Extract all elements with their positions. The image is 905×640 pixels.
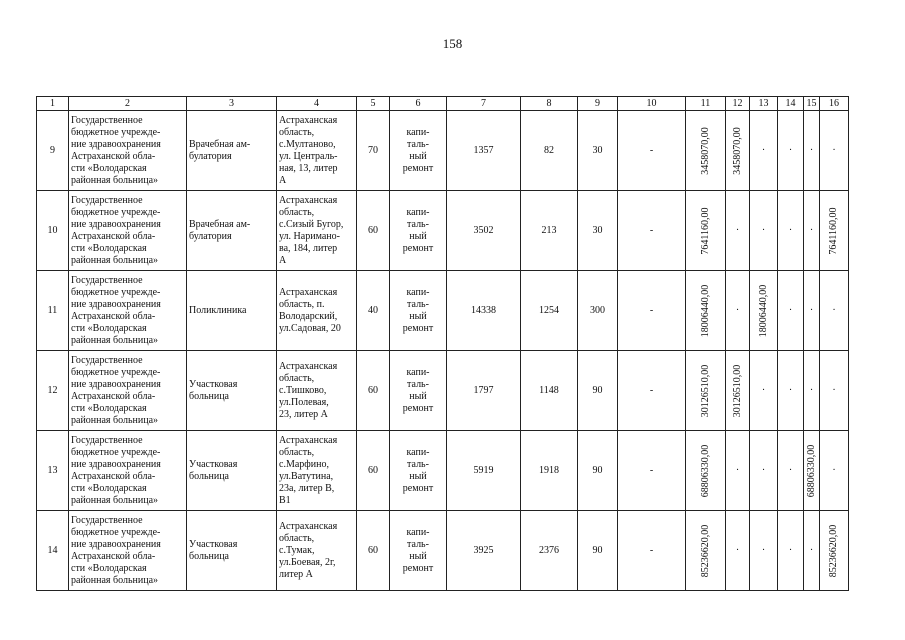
work-type-cell-line: капи-: [406, 446, 430, 458]
column-5-cell: 70: [357, 111, 390, 191]
work-type-cell-line: ный: [409, 150, 427, 162]
facility-type-cell: [187, 511, 277, 591]
organization-cell-line: Астраханской обла-: [71, 470, 156, 482]
organization-cell: [69, 511, 187, 591]
organization-cell-line: ние здравоохранения: [71, 378, 161, 390]
empty-marker-cell: ·: [750, 351, 778, 431]
organization-cell-line: сти «Володарская: [71, 482, 147, 494]
amount-wrap: [688, 352, 723, 430]
empty-marker-cell: ·: [778, 431, 804, 511]
empty-marker-cell: ·: [804, 111, 820, 191]
address-cell-line: В1: [279, 494, 291, 506]
row-number-cell: 13: [37, 431, 69, 511]
organization-cell-line: бюджетное учрежде-: [71, 446, 161, 458]
facility-type-cell-line: больница: [189, 390, 229, 402]
work-type-cell: [390, 271, 447, 351]
empty-marker-cell: ·: [750, 111, 778, 191]
column-number-row: [37, 97, 849, 111]
amount-value: 85236620,00: [828, 524, 839, 577]
amount-value: 7641160,00: [699, 206, 711, 255]
empty-marker-cell: ·: [804, 511, 820, 591]
amount-cell: [750, 271, 778, 351]
amount-value: 30126510,00: [731, 364, 743, 417]
organization-cell-line: районная больница»: [71, 174, 159, 186]
address-cell-line: Астраханская: [279, 520, 338, 532]
work-type-cell: [390, 191, 447, 271]
row-number-cell: 14: [37, 511, 69, 591]
work-type-cell-line: капи-: [406, 286, 430, 298]
work-type-cell-line: таль-: [407, 298, 429, 310]
amount-value: 30126510,00: [699, 364, 711, 417]
column-5-cell: 60: [357, 511, 390, 591]
facility-type-cell-line: Участковая: [189, 538, 238, 550]
amount-value: 18006440,00: [699, 284, 711, 337]
empty-marker-cell: ·: [820, 431, 849, 511]
amount-wrap: [806, 432, 817, 510]
organization-cell-line: Государственное: [71, 274, 143, 286]
address-cell-line: с.Мултаново,: [279, 138, 336, 150]
address-cell-line: А: [279, 174, 287, 186]
work-type-cell-line: таль-: [407, 218, 429, 230]
table-row: [37, 111, 849, 191]
organization-cell-line: Астраханской обла-: [71, 230, 156, 242]
work-type-cell: [390, 431, 447, 511]
amount-cell: [686, 191, 726, 271]
column-7-cell: 1797: [447, 351, 521, 431]
organization-cell-line: Государственное: [71, 354, 143, 366]
organization-cell-line: сти «Володарская: [71, 402, 147, 414]
amount-value: 68806330,00: [699, 444, 711, 497]
organization-cell-line: бюджетное учрежде-: [71, 126, 161, 138]
facility-type-cell: [187, 351, 277, 431]
column-7-cell: 1357: [447, 111, 521, 191]
capital-repair-table: [36, 96, 849, 591]
empty-marker-cell: ·: [726, 511, 750, 591]
amount-wrap: [822, 192, 846, 270]
address-cell: [277, 111, 357, 191]
work-type-cell-line: ный: [409, 230, 427, 242]
table-row: [37, 511, 849, 591]
empty-marker-cell: ·: [778, 511, 804, 591]
organization-cell-line: районная больница»: [71, 334, 159, 346]
empty-marker-cell: ·: [778, 351, 804, 431]
amount-wrap: [752, 272, 775, 350]
address-cell-line: с.Тумак,: [279, 544, 315, 556]
address-cell-line: ул. Централь-: [279, 150, 338, 162]
column-header: 9: [578, 97, 618, 111]
work-type-cell-line: таль-: [407, 538, 429, 550]
work-type-cell-line: ный: [409, 470, 427, 482]
column-8-cell: 213: [521, 191, 578, 271]
column-header: 3: [187, 97, 277, 111]
organization-cell: [69, 271, 187, 351]
organization-cell-line: бюджетное учрежде-: [71, 366, 161, 378]
column-header: 14: [778, 97, 804, 111]
amount-wrap: [822, 512, 846, 590]
column-8-cell: 1918: [521, 431, 578, 511]
column-header: 6: [390, 97, 447, 111]
address-cell-line: ул.Полевая,: [279, 396, 329, 408]
column-9-cell: 30: [578, 111, 618, 191]
amount-value: 3458070,00: [699, 126, 711, 175]
address-cell-line: область, п.: [279, 298, 325, 310]
column-7-cell: 3502: [447, 191, 521, 271]
amount-cell: [686, 431, 726, 511]
work-type-cell-line: капи-: [406, 206, 430, 218]
organization-cell-line: районная больница»: [71, 494, 159, 506]
work-type-cell-line: капи-: [406, 126, 430, 138]
organization-cell-line: ние здравоохранения: [71, 298, 161, 310]
amount-cell: [726, 111, 750, 191]
organization-cell-line: сти «Володарская: [71, 322, 147, 334]
column-header: 12: [726, 97, 750, 111]
organization-cell-line: Астраханской обла-: [71, 310, 156, 322]
column-5-cell: 60: [357, 191, 390, 271]
organization-cell-line: районная больница»: [71, 574, 159, 586]
row-number-cell: 12: [37, 351, 69, 431]
work-type-cell-line: капи-: [406, 526, 430, 538]
address-cell-line: ва, 184, литер: [279, 242, 338, 254]
empty-marker-cell: ·: [804, 351, 820, 431]
column-10-cell: -: [618, 511, 686, 591]
column-5-cell: 60: [357, 431, 390, 511]
facility-type-cell: [187, 431, 277, 511]
empty-marker-cell: ·: [820, 271, 849, 351]
organization-cell-line: ние здравоохранения: [71, 458, 161, 470]
column-9-cell: 90: [578, 351, 618, 431]
column-header: 1: [37, 97, 69, 111]
address-cell-line: область,: [279, 446, 315, 458]
organization-cell-line: бюджетное учрежде-: [71, 206, 161, 218]
empty-marker-cell: ·: [750, 191, 778, 271]
organization-cell-line: сти «Володарская: [71, 242, 147, 254]
work-type-cell-line: таль-: [407, 378, 429, 390]
address-cell-line: Астраханская: [279, 434, 338, 446]
amount-cell: [686, 271, 726, 351]
work-type-cell-line: ремонт: [402, 242, 434, 254]
column-7-cell: 3925: [447, 511, 521, 591]
column-8-cell: 1148: [521, 351, 578, 431]
amount-cell: [686, 351, 726, 431]
work-type-cell-line: капи-: [406, 366, 430, 378]
amount-cell: [820, 511, 849, 591]
column-5-cell: 60: [357, 351, 390, 431]
organization-cell: [69, 431, 187, 511]
column-7-cell: 5919: [447, 431, 521, 511]
facility-type-cell-line: больница: [189, 550, 229, 562]
organization-cell-line: Государственное: [71, 514, 143, 526]
amount-value: 68806330,00: [806, 444, 817, 497]
row-number-cell: 10: [37, 191, 69, 271]
empty-marker-cell: ·: [804, 191, 820, 271]
amount-value: 7641160,00: [828, 206, 839, 255]
organization-cell-line: Государственное: [71, 434, 143, 446]
address-cell-line: область,: [279, 532, 315, 544]
work-type-cell-line: ремонт: [402, 562, 434, 574]
organization-cell-line: Государственное: [71, 194, 143, 206]
empty-marker-cell: ·: [726, 191, 750, 271]
work-type-cell-line: ный: [409, 390, 427, 402]
address-cell: [277, 511, 357, 591]
address-cell-line: область,: [279, 126, 315, 138]
address-cell-line: Астраханская: [279, 194, 338, 206]
empty-marker-cell: ·: [750, 511, 778, 591]
work-type-cell-line: таль-: [407, 138, 429, 150]
address-cell-line: ул.Садовая, 20: [279, 322, 341, 334]
column-9-cell: 90: [578, 431, 618, 511]
organization-cell-line: бюджетное учрежде-: [71, 526, 161, 538]
address-cell-line: с.Марфино,: [279, 458, 329, 470]
amount-value: 3458070,00: [731, 126, 743, 175]
address-cell-line: 23а, литер В,: [279, 482, 335, 494]
amount-wrap: [688, 192, 723, 270]
address-cell-line: ная, 13, литер: [279, 162, 338, 174]
empty-marker-cell: ·: [726, 431, 750, 511]
table-body: [37, 111, 849, 591]
column-8-cell: 2376: [521, 511, 578, 591]
facility-type-cell-line: булатория: [189, 150, 232, 162]
amount-wrap: [688, 112, 723, 190]
facility-type-cell-line: Врачебная ам-: [189, 138, 251, 150]
work-type-cell-line: ремонт: [402, 162, 434, 174]
work-type-cell-line: ный: [409, 550, 427, 562]
organization-cell-line: Астраханской обла-: [71, 550, 156, 562]
work-type-cell: [390, 111, 447, 191]
facility-type-cell-line: Врачебная ам-: [189, 218, 251, 230]
address-cell: [277, 431, 357, 511]
facility-type-cell-line: булатория: [189, 230, 232, 242]
work-type-cell-line: таль-: [407, 458, 429, 470]
address-cell-line: Астраханская: [279, 114, 338, 126]
empty-marker-cell: ·: [778, 271, 804, 351]
empty-marker-cell: ·: [820, 351, 849, 431]
work-type-cell-line: ремонт: [402, 322, 434, 334]
amount-cell: [686, 511, 726, 591]
column-header: 15: [804, 97, 820, 111]
column-8-cell: 82: [521, 111, 578, 191]
facility-type-cell-line: больница: [189, 470, 229, 482]
work-type-cell: [390, 351, 447, 431]
column-header: 10: [618, 97, 686, 111]
facility-type-cell-line: Участковая: [189, 458, 238, 470]
column-9-cell: 90: [578, 511, 618, 591]
organization-cell-line: ние здравоохранения: [71, 218, 161, 230]
row-number-cell: 11: [37, 271, 69, 351]
column-7-cell: 14338: [447, 271, 521, 351]
address-cell-line: область,: [279, 206, 315, 218]
organization-cell-line: Астраханской обла-: [71, 390, 156, 402]
organization-cell-line: сти «Володарская: [71, 562, 147, 574]
organization-cell-line: районная больница»: [71, 254, 159, 266]
column-9-cell: 300: [578, 271, 618, 351]
amount-cell: [686, 111, 726, 191]
address-cell: [277, 271, 357, 351]
facility-type-cell: [187, 111, 277, 191]
facility-type-cell: [187, 271, 277, 351]
column-header: 16: [820, 97, 849, 111]
table-row: [37, 191, 849, 271]
address-cell: [277, 351, 357, 431]
organization-cell: [69, 191, 187, 271]
organization-cell-line: ние здравоохранения: [71, 538, 161, 550]
column-10-cell: -: [618, 111, 686, 191]
address-cell-line: с.Сизый Бугор,: [279, 218, 344, 230]
address-cell-line: ул.Боевая, 2г,: [279, 556, 336, 568]
organization-cell-line: Государственное: [71, 114, 143, 126]
column-10-cell: -: [618, 351, 686, 431]
address-cell-line: 23, литер А: [279, 408, 328, 420]
amount-value: 18006440,00: [757, 284, 769, 337]
amount-cell: [726, 351, 750, 431]
facility-type-cell-line: Участковая: [189, 378, 238, 390]
column-header: 8: [521, 97, 578, 111]
organization-cell-line: бюджетное учрежде-: [71, 286, 161, 298]
organization-cell: [69, 111, 187, 191]
organization-cell: [69, 351, 187, 431]
address-cell-line: область,: [279, 372, 315, 384]
amount-wrap: [728, 112, 747, 190]
address-cell-line: ул.Ватутина,: [279, 470, 334, 482]
column-5-cell: 40: [357, 271, 390, 351]
amount-wrap: [688, 512, 723, 590]
address-cell-line: Астраханская: [279, 360, 338, 372]
column-9-cell: 30: [578, 191, 618, 271]
column-10-cell: -: [618, 431, 686, 511]
work-type-cell-line: ный: [409, 310, 427, 322]
address-cell-line: Астраханская: [279, 286, 338, 298]
column-8-cell: 1254: [521, 271, 578, 351]
amount-wrap: [688, 272, 723, 350]
column-header: 11: [686, 97, 726, 111]
work-type-cell-line: ремонт: [402, 482, 434, 494]
organization-cell-line: сти «Володарская: [71, 162, 147, 174]
table-row: [37, 351, 849, 431]
empty-marker-cell: ·: [778, 191, 804, 271]
column-header: 5: [357, 97, 390, 111]
column-10-cell: -: [618, 191, 686, 271]
facility-type-cell: [187, 191, 277, 271]
work-type-cell-line: ремонт: [402, 402, 434, 414]
column-header: 7: [447, 97, 521, 111]
organization-cell-line: ние здравоохранения: [71, 138, 161, 150]
address-cell-line: А: [279, 254, 287, 266]
row-number-cell: 9: [37, 111, 69, 191]
column-header: 2: [69, 97, 187, 111]
address-cell-line: Володарский,: [279, 310, 338, 322]
amount-wrap: [688, 432, 723, 510]
column-header: 13: [750, 97, 778, 111]
address-cell-line: литер А: [279, 568, 313, 580]
address-cell-line: ул. Нариманo-: [279, 230, 340, 242]
amount-value: 85236620,00: [699, 524, 711, 577]
empty-marker-cell: ·: [778, 111, 804, 191]
facility-type-cell-line: Поликлиника: [189, 304, 247, 316]
column-header: 4: [277, 97, 357, 111]
table-row: [37, 271, 849, 351]
work-type-cell: [390, 511, 447, 591]
page-number: 158: [442, 36, 463, 51]
amount-wrap: [728, 352, 747, 430]
table-row: [37, 431, 849, 511]
organization-cell-line: районная больница»: [71, 414, 159, 426]
amount-cell: [820, 191, 849, 271]
empty-marker-cell: ·: [804, 271, 820, 351]
empty-marker-cell: ·: [726, 271, 750, 351]
address-cell: [277, 191, 357, 271]
empty-marker-cell: ·: [820, 111, 849, 191]
address-cell-line: с.Тишково,: [279, 384, 327, 396]
organization-cell-line: Астраханской обла-: [71, 150, 156, 162]
column-10-cell: -: [618, 271, 686, 351]
amount-cell: [804, 431, 820, 511]
empty-marker-cell: ·: [750, 431, 778, 511]
